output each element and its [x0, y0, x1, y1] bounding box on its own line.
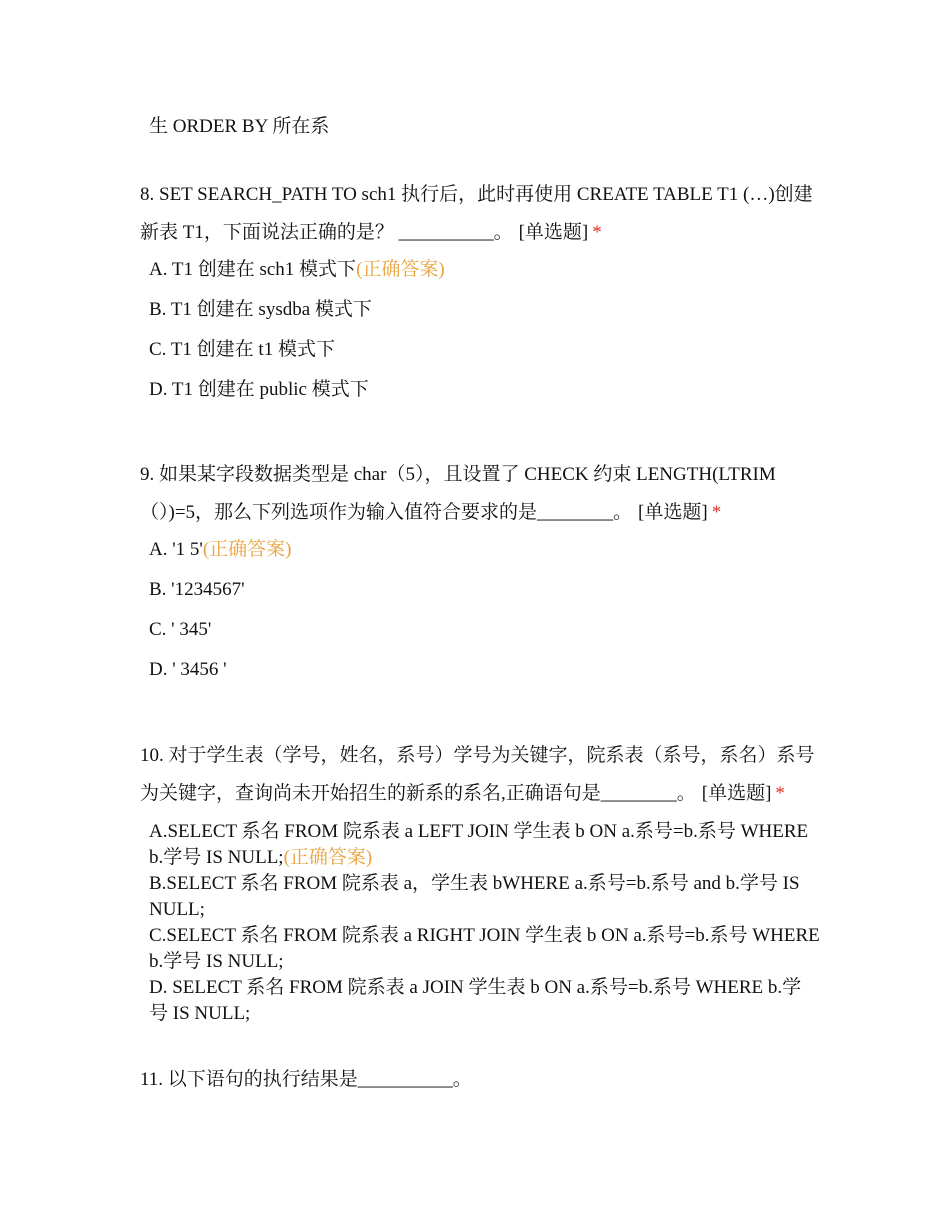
option-b[interactable]	[149, 871, 820, 923]
option-text: C. ' 345'	[149, 619, 212, 640]
question-type-tag: [单选题]	[518, 222, 589, 243]
required-mark: *	[592, 222, 602, 243]
option-text: C.SELECT 系名 FROM 院系表 a RIGHT JOIN 学生表 b ON a.系号=b.系号 WHERE b.学号 IS NULL;	[149, 925, 820, 972]
option-a[interactable]	[149, 258, 820, 282]
option-d[interactable]	[149, 378, 820, 402]
required-mark: *	[711, 502, 722, 523]
option-c[interactable]	[149, 338, 820, 362]
correct-answer-mark: (正确答案)	[283, 847, 373, 868]
required-mark: *	[775, 783, 785, 804]
option-text: C. T1 创建在 t1 模式下	[149, 339, 335, 360]
correct-answer-mark: (正确答案)	[202, 539, 292, 560]
option-list	[140, 819, 820, 1027]
option-list	[140, 538, 820, 682]
option-text: A. T1 创建在 sch1 模式下	[149, 259, 357, 280]
question-text: 11. 以下语句的执行结果是__________。	[140, 1069, 472, 1090]
question-type-tag: [单选题]	[701, 783, 772, 804]
option-d[interactable]	[149, 658, 820, 682]
option-b[interactable]	[149, 298, 820, 322]
question-title	[140, 176, 820, 252]
question-text: 8. SET SEARCH_PATH TO sch1 执行后，此时再使用 CREATE TABLE T1 (…)创建新表 T1，下面说法正确的是？ __________。	[140, 184, 813, 243]
question-8	[140, 176, 820, 418]
option-text: D. ' 3456 '	[149, 659, 227, 680]
question-text: 10. 对于学生表（学号，姓名，系号）学号为关键字，院系表（系号，系名）系号为关键字，查询尚未开始招生的新系的系名,正确语句是________。	[140, 745, 815, 804]
question-title	[140, 1061, 820, 1099]
option-a[interactable]	[149, 819, 820, 871]
question-11	[140, 1061, 820, 1099]
option-a[interactable]	[149, 538, 820, 562]
option-text: A.SELECT 系名 FROM 院系表 a LEFT JOIN 学生表 b ON a.系号=b.系号 WHERE b.学号 IS NULL;	[149, 821, 809, 868]
question-type-tag: [单选题]	[638, 502, 708, 523]
option-text: A. '1 5'	[149, 539, 203, 560]
question-10	[140, 737, 820, 1027]
correct-answer-mark: (正确答案)	[356, 259, 445, 280]
previous-question-fragment: 生 ORDER BY 所在系	[149, 116, 330, 137]
option-text: D. SELECT 系名 FROM 院系表 a JOIN 学生表 b ON a.系号=b.系号 WHERE b.学号 IS NULL;	[149, 977, 802, 1024]
option-text: B.SELECT 系名 FROM 院系表 a，学生表 bWHERE a.系号=b.系号 and b.学号 IS NULL;	[149, 873, 800, 920]
option-c[interactable]	[149, 923, 820, 975]
option-b[interactable]	[149, 578, 820, 602]
option-text: D. T1 创建在 public 模式下	[149, 379, 369, 400]
question-title	[140, 456, 820, 532]
option-text: B. T1 创建在 sysdba 模式下	[149, 299, 372, 320]
question-9	[140, 456, 820, 698]
option-c[interactable]	[149, 618, 820, 642]
option-d[interactable]	[149, 975, 820, 1027]
question-title	[140, 737, 820, 813]
question-text: 9. 如果某字段数据类型是 char（5），且设置了 CHECK 约束 LENGTH(LTRIM（）)=5，那么下列选项作为输入值符合要求的是________。	[140, 464, 776, 523]
option-text: B. '1234567'	[149, 579, 245, 600]
option-list	[140, 258, 820, 402]
